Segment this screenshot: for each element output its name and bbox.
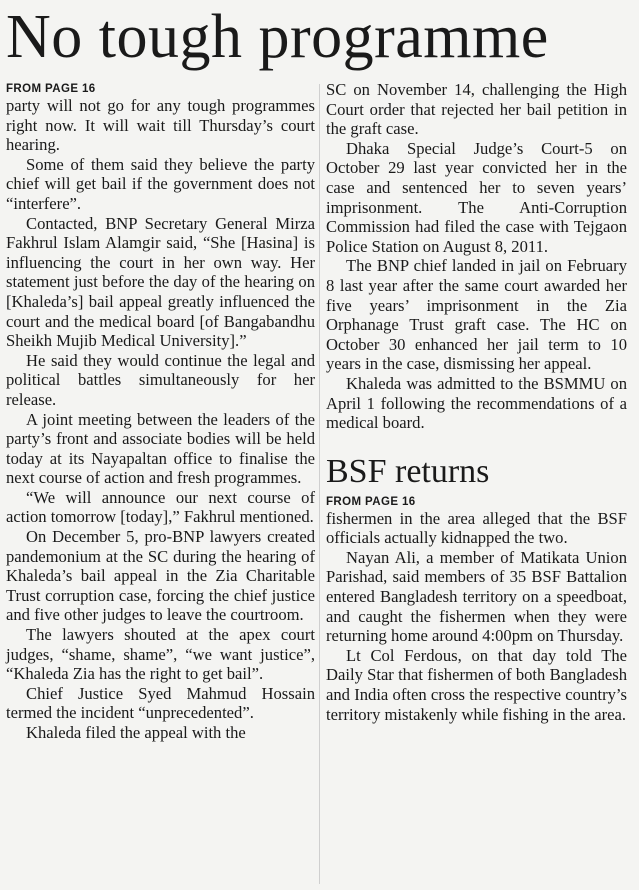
article-paragraph: Contacted, BNP Secretary General Mirza Fakhrul Islam Alamgir said, “She [Hasina] is influencing the court in her own way. Her statement just before the day of the hearing on [Khaleda’s] bail appeal greatly influenced the court and the medical board [of Bangabandhu Sheikh Mujib Medical University].” [6,213,315,351]
article-paragraph: Nayan Ali, a member of Matikata Union Parishad, said members of 35 BSF Battalion entered Bangladesh territory on a speedboat, and caught the fishermen when they were returning home around 4:00pm on Thursday. [326,547,627,646]
article-paragraph: Dhaka Special Judge’s Court-5 on October 29 last year convicted her in the case and sentenced her to seven years’ imprisonment. The Anti-Corruption Commission had filed the case with Tejgaon Police Station on August 8, 2011. [326,138,627,256]
article-paragraph: Some of them said they believe the party chief will get bail if the government does not “interfere”. [6,154,315,213]
continued-from-label: FROM PAGE 16 [326,495,416,508]
article-paragraph: The BNP chief landed in jail on February 8 last year after the same court awarded her five years’ imprisonment in the Zia Orphanage Trust graft case. The HC on October 30 enhanced her jail term to 10 years in the case, dismissing her appeal. [326,256,627,374]
article-paragraph: SC on November 14, challenging the High Court order that rejected her bail petition in the graft case. [326,80,627,139]
main-headline: No tough programme [6,3,549,71]
article-paragraph: A joint meeting between the leaders of the party’s front and associate bodies will be held today at its Nayapaltan office to finalise the next course of action and fresh programmes. [6,409,315,488]
article-paragraph: Khaleda was admitted to the BSMMU on April 1 following the recommendations of a medical board. [326,373,627,433]
continued-from-label: FROM PAGE 16 [6,83,96,95]
article-paragraph: fishermen in the area alleged that the BSF officials actually kidnapped the two. [326,508,627,548]
article-paragraph: party will not go for any tough programmes right now. It will wait till Thursday’s court hearing. [6,96,315,155]
article-paragraph: Lt Col Ferdous, on that day told The Daily Star that fishermen of both Bangladesh and India often cross the respective country’s territory mistakenly while fishing in the area. [326,645,627,724]
article-paragraph: “We will announce our next course of action tomorrow [today],” Fakhrul mentioned. [6,487,315,527]
column-divider [319,84,320,884]
right-column [326,80,627,724]
article-paragraph: The lawyers shouted at the apex court judges, “shame, shame”, “we want justice”, “Khaleda Zia has the right to get bail”. [6,625,315,684]
article-paragraph: Khaleda filed the appeal with the [26,723,246,742]
article-paragraph: He said they would continue the legal and political battles simultaneously for her release. [6,350,315,409]
article-paragraph: Chief Justice Syed Mahmud Hossain termed the incident “unprecedented”. [6,683,315,723]
article-paragraph: On December 5, pro-BNP lawyers created pandemonium at the SC during the hearing of Khaleda’s bail appeal in the Zia Charitable Trust corruption case, forcing the chief justice and five other judges to leave the courtroom. [6,527,315,625]
left-column [6,80,315,743]
second-story-headline: BSF returns [326,452,490,490]
